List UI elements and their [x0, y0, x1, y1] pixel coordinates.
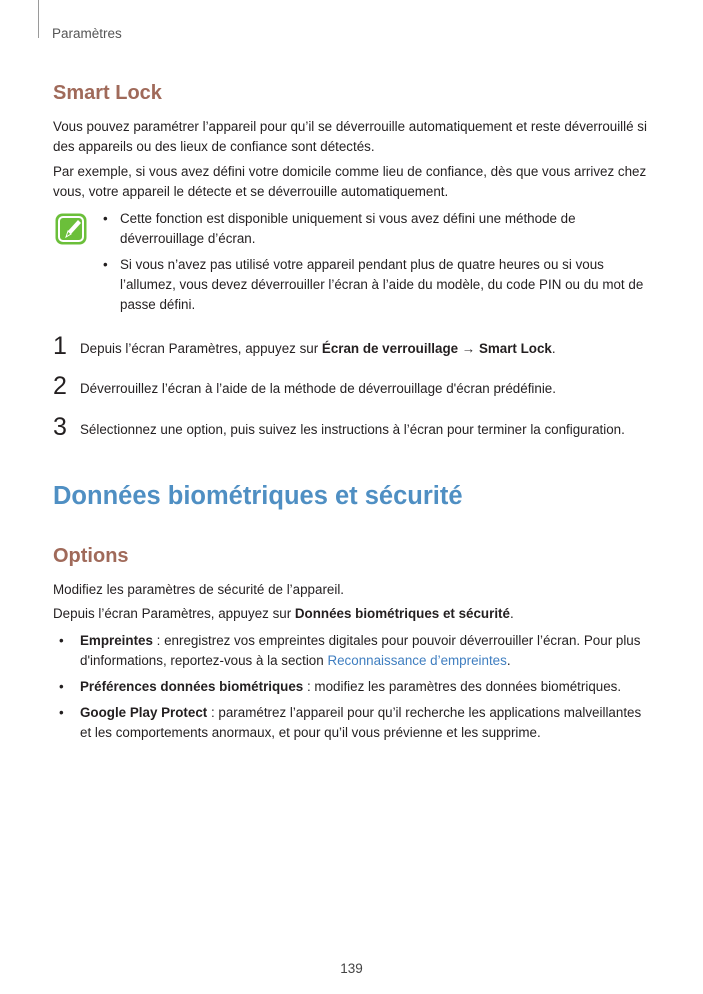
options-path: Depuis l’écran Paramètres, appuyez sur Données biométriques et sécurité.	[53, 606, 514, 621]
note-text: Si vous n’avez pas utilisé votre appareil pendant plus de quatre heures ou si vous l’allumez, vous devez déverrouiller l’écran à l’aide du modèle, du code PIN ou du mot de passe défini.	[120, 257, 644, 312]
menu-item-lock-screen: Écran de verrouillage	[321, 341, 459, 356]
chapter-title: Données biométriques et sécurité	[53, 482, 463, 510]
options-intro: Modifiez les paramètres de sécurité de l’appareil.	[53, 582, 345, 597]
step-text: Depuis l’écran Paramètres, appuyez sur Écran de verrouillage → Smart Lock.	[80, 341, 556, 356]
page-number: 139	[340, 961, 363, 976]
step-number: 3	[53, 413, 67, 441]
step-number: 1	[53, 332, 67, 360]
note-item: • Si vous n’avez pas utilisé votre appareil pendant plus de quatre heures ou si vous l’allumez, vous devez déverrouiller l’écran à l’aide du modèle, du code PIN ou du mot de passe défini.	[103, 257, 644, 312]
options-title: Options	[53, 545, 129, 567]
option-item-biometric-preferences: • Préférences données biométriques : modifiez les paramètres des données biométriques.	[59, 679, 622, 694]
option-item-play-protect: • Google Play Protect : paramétrez l’appareil pour qu’il recherche les applications malveillantes et les comportements anormaux, et pour qu’il vous prévienne et les supprime.	[59, 705, 642, 740]
step-text: Déverrouillez l’écran à l’aide de la méthode de déverrouillage d'écran prédéfinie.	[80, 381, 556, 396]
fingerprint-section-link[interactable]: Reconnaissance d’empreintes	[327, 653, 507, 668]
smart-lock-paragraph-2: Par exemple, si vous avez défini votre domicile comme lieu de confiance, dès que vous arrivez chez vous, votre appareil le détecte et se déverrouille automatiquement.	[53, 164, 647, 199]
header-rule	[38, 0, 39, 38]
menu-item-smart-lock: Smart Lock	[478, 341, 552, 356]
smart-lock-paragraph-1: Vous pouvez paramétrer l’appareil pour qu’il se déverrouille automatiquement et reste déverrouillé si des appareils ou des lieux de confiance sont détectés.	[53, 119, 647, 154]
note-item: • Cette fonction est disponible uniquement si vous avez défini une méthode de déverrouillage d’écran.	[103, 211, 576, 246]
running-header: Paramètres	[52, 26, 122, 41]
step-number: 2	[53, 372, 67, 400]
option-item-fingerprints: • Empreintes : enregistrez vos empreintes digitales pour pouvoir déverrouiller l’écran. Pour plus d'informations, reportez-vous à la section Reconnaissance d’empreintes.	[59, 633, 641, 668]
options-list	[53, 631, 653, 749]
note-pencil-icon	[54, 212, 88, 246]
menu-item-biometrics: Données biométriques et sécurité	[294, 606, 510, 621]
note-text: Cette fonction est disponible uniquement si vous avez défini une méthode de déverrouillage d’écran.	[120, 211, 576, 246]
smart-lock-title: Smart Lock	[53, 82, 162, 104]
note-list	[103, 209, 648, 321]
step-text: Sélectionnez une option, puis suivez les instructions à l’écran pour terminer la configuration.	[80, 422, 625, 437]
